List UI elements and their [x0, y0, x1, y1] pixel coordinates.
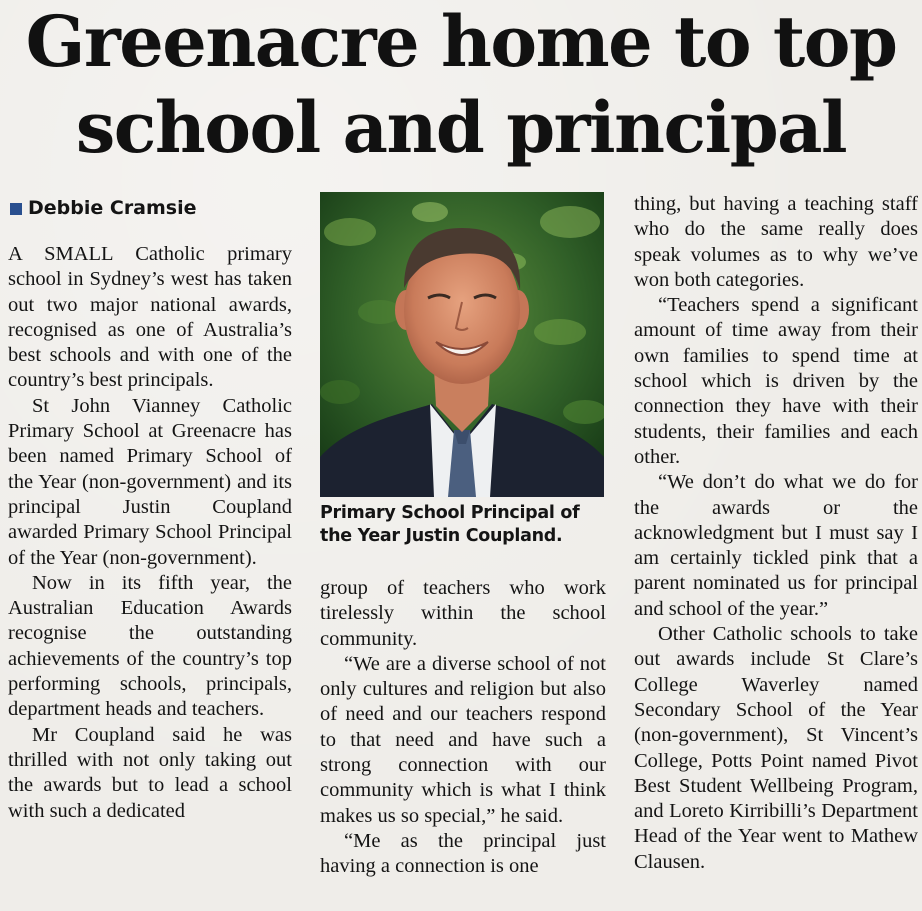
byline-author: Debbie Cramsie — [28, 197, 197, 219]
headline-line-1: Greenacre home to top — [25, 0, 897, 83]
paragraph: thing, but having a teaching staff who do the same really does speak volumes as to why we’ve won both categories. — [634, 193, 918, 291]
paragraph: Mr Coupland said he was thrilled with not only taking out the awards but to lead a school with such a dedicated — [8, 723, 292, 822]
paragraph: “We are a diverse school of not only cultures and religion but also of need and our teachers respond to that need and have such a strong connection with our community which is what I think makes us so special,” he said. — [320, 652, 606, 827]
portrait-image — [320, 192, 604, 497]
paragraph: Other Catholic schools to take out awards include St Clare’s College Waverley named Secondary School of the Year (non-government), St Vincent’s College, Potts Point named Pivot Best Student Wellbeing Program, and Loreto Kirribilli’s Department Head of the Year went to Mathew Clausen. — [634, 623, 918, 873]
paragraph: “We don’t do what we do for the awards or the acknowledgment but I must say I am certainly tickled pink that a parent nominated us for principal and school of the year.” — [634, 471, 918, 620]
headline-line-2: school and principal — [75, 86, 847, 169]
paragraph: A SMALL Catholic primary school in Sydney’s west has taken out two major national awards, recognised as one of Australia’s best schools and with one of the country’s best principals. — [8, 243, 292, 392]
principal-photo — [320, 192, 604, 497]
paragraph: Now in its fifth year, the Australian Education Awards recognise the outstanding achievements of the country’s top performing schools, principals, department heads and teachers. — [8, 571, 292, 721]
paragraph: “Teachers spend a significant amount of time away from their own families to spend time at school which is driven by the connection they have with their students, their families and each other. — [634, 294, 918, 468]
paragraph: “Me as the principal just having a connection is one — [320, 829, 606, 878]
article-column-3 — [634, 192, 918, 875]
paragraph: group of teachers who work tirelessly within the school community. — [320, 577, 606, 650]
photo-caption: Primary School Principal of the Year Justin Coupland. — [320, 503, 580, 546]
byline — [8, 192, 292, 242]
article-column-1 — [8, 192, 292, 824]
square-bullet-icon — [10, 203, 22, 215]
article-column-2 — [320, 576, 606, 880]
paragraph: St John Vianney Catholic Primary School at Greenacre has been named Primary School of the Year (non-government) and its principal Justin Coupland awarded Primary School Principal of the Year (non-government). — [8, 394, 292, 569]
